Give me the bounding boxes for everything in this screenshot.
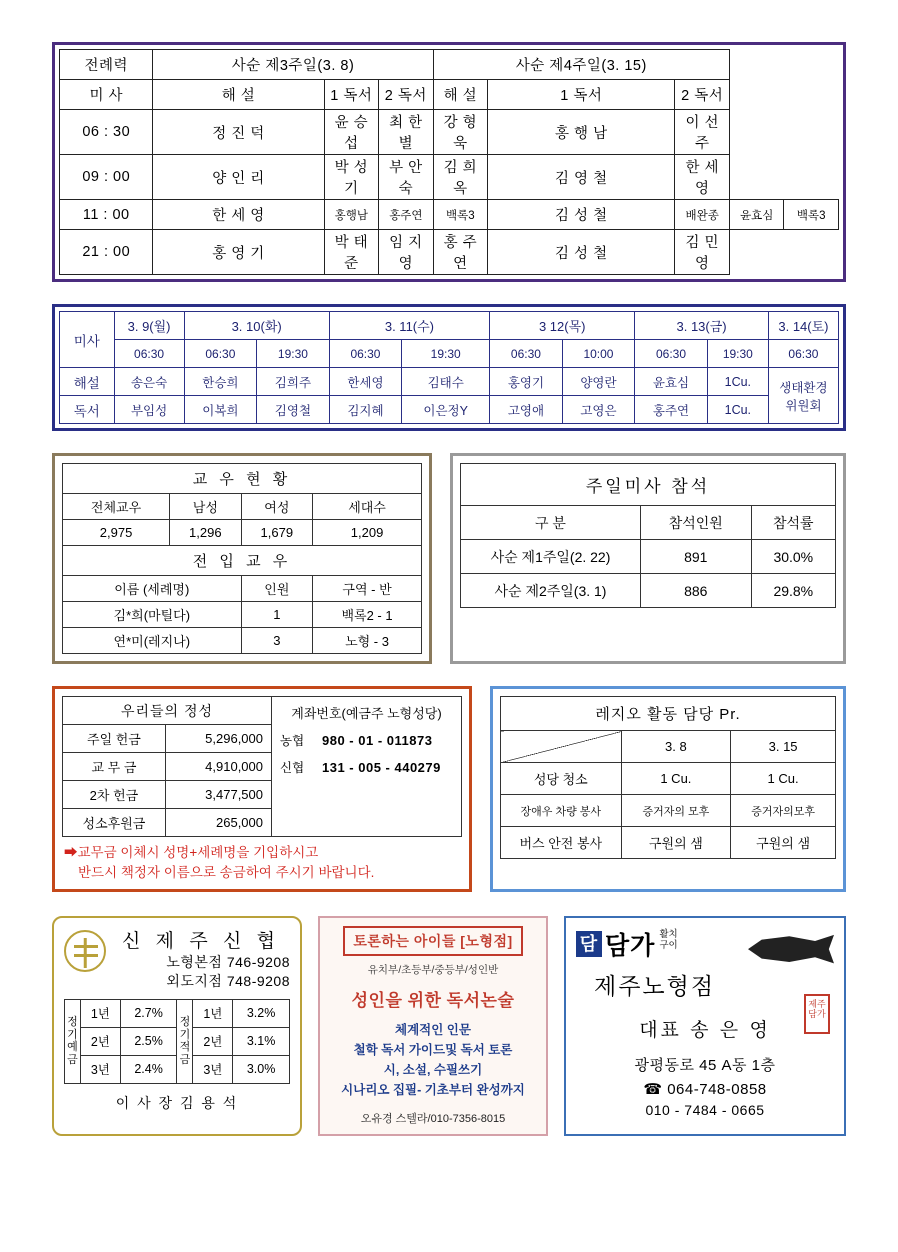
table-row (501, 827, 836, 859)
column-header: 구 분 (461, 506, 641, 540)
account-number: 980 - 01 - 011873 (322, 732, 433, 748)
cell: 한승희 (184, 368, 257, 396)
col-reading2-1: 2 독서 (379, 80, 434, 110)
damga-telephone: ☎ 064-748-0858 (643, 1081, 767, 1099)
col-haeseol-1: 해 설 (153, 80, 324, 110)
cell: 1Cu. (707, 368, 768, 396)
table-row (461, 506, 836, 540)
day-header: 3. 14(토) (768, 312, 838, 340)
mass-time: 06:30 (329, 340, 402, 368)
cell: 891 (641, 540, 752, 574)
table-row (63, 602, 422, 628)
reading-academy-banner: 토론하는 아이들 [노형점] (343, 926, 522, 956)
diagonal-header-cell (501, 731, 622, 763)
mass-time: 06:30 (114, 340, 184, 368)
saturday-note-line2: 위원회 (785, 398, 822, 413)
credit-union-chairman: 이 사 장 김 용 석 (115, 1094, 239, 1111)
cell: 1Cu. (707, 396, 768, 424)
cell: 886 (641, 574, 752, 608)
cell: 3년 (81, 1055, 121, 1083)
col-reading1-2: 1 독서 (488, 80, 675, 110)
legio-title: 레지오 활동 담당 Pr. (501, 697, 836, 731)
legio-box (490, 686, 846, 892)
table-row (501, 795, 836, 827)
cell: 김희주 (257, 368, 330, 396)
saturday-note-line1: 생태환경 (779, 380, 828, 395)
cell: 3년 (193, 1055, 233, 1083)
reading-academy-contact: 오유경 스텔라/010-7356-8015 (360, 1113, 506, 1126)
cell: 김지혜 (329, 396, 402, 424)
damga-representative: 대표 송 은 영 (639, 1020, 771, 1042)
table-row (63, 576, 422, 602)
day-header: 3. 9(월) (114, 312, 184, 340)
cell: 양영란 (562, 368, 635, 396)
cell: 1 Cu. (621, 763, 731, 795)
savings-label: 정 기 적 금 (177, 999, 193, 1083)
mass-time: 19:30 (707, 340, 768, 368)
bank-name: 신협 (280, 761, 305, 775)
damga-brand-text: 담가 (605, 932, 656, 961)
cell: 성소후원금 (63, 809, 166, 837)
cell: 주일 헌금 (63, 725, 166, 753)
table-row (63, 809, 272, 837)
credit-union-title: 신 제 주 신 협 (122, 931, 280, 953)
table-row (60, 80, 839, 110)
damga-header (576, 926, 834, 966)
week2-header: 사순 제4주일(3. 15) (433, 50, 729, 80)
table-row (461, 574, 836, 608)
column-header: 인원 (241, 576, 313, 602)
mass-time: 21 : 00 (60, 230, 153, 275)
table-row (63, 781, 272, 809)
cell: 김 희 옥 (433, 155, 488, 200)
cell: 강 형 욱 (433, 110, 488, 155)
offering-content (62, 696, 462, 837)
brand-sub-line-2: 구이 (659, 940, 678, 952)
account-title: 계좌번호(예금주 노형성당) (291, 706, 442, 721)
day-header: 3. 11(수) (329, 312, 489, 340)
cell: 2.5% (120, 1027, 177, 1055)
day-header: 3. 13(금) (635, 312, 769, 340)
damga-mark-icon: 담 (576, 931, 602, 957)
table-row (65, 999, 290, 1027)
cell: 5,296,000 (165, 725, 271, 753)
body-line-2: 철학 독서 가이드및 독서 토론 (353, 1043, 513, 1058)
table-row (63, 494, 422, 520)
table-row (501, 731, 836, 763)
day-header: 3. 10(화) (184, 312, 329, 340)
fish-icon (748, 932, 834, 966)
body-line-3: 시, 소설, 수필쓰기 (383, 1063, 483, 1078)
cell: 30.0% (751, 540, 835, 574)
interest-rate-table (64, 999, 290, 1084)
column-header: 구역 - 반 (313, 576, 422, 602)
transfer-title: 전 입 교 우 (63, 546, 422, 576)
cell: 4,910,000 (165, 753, 271, 781)
cell: 증거자의 모후 (621, 795, 731, 827)
table-row (461, 464, 836, 506)
cell: 노형 - 3 (313, 628, 422, 654)
row-header: 장애우 차량 봉사 (501, 795, 622, 827)
col-haeseol-2: 해 설 (433, 80, 488, 110)
cell: 정 진 덕 (153, 110, 324, 155)
cell: 3,477,500 (165, 781, 271, 809)
table-row (60, 340, 839, 368)
cell: 이은정Y (402, 396, 490, 424)
table-row (63, 697, 272, 725)
cell: 1 Cu. (731, 763, 836, 795)
cell: 윤효심 (729, 200, 784, 230)
account-row (280, 758, 453, 776)
cell: 홍주연 (635, 396, 708, 424)
sunday-schedule-table (59, 49, 839, 275)
bank-name: 농협 (280, 734, 305, 748)
cell: 윤효심 (635, 368, 708, 396)
cell: 29.8% (751, 574, 835, 608)
cell: 1년 (81, 999, 121, 1027)
cell: 1,209 (313, 520, 422, 546)
table-row (63, 628, 422, 654)
column-header: 참석률 (751, 506, 835, 540)
offering-notice (62, 843, 462, 882)
cell: 박 태 준 (324, 230, 379, 275)
reading-academy-sub: 유치부/초등부/중등부/성인반 (367, 964, 499, 977)
body-line-1: 체계적인 인문 (395, 1023, 471, 1038)
credit-union-logo-icon (64, 930, 106, 972)
brand-sub-line-1: 활치 (659, 929, 678, 941)
ad-reading-academy[interactable] (318, 916, 548, 1136)
row-header: 버스 안전 봉사 (501, 827, 622, 859)
column-header: 참석인원 (641, 506, 752, 540)
cell: 2,975 (63, 520, 170, 546)
status-attendance-row (52, 453, 846, 664)
sunday-schedule-box (52, 42, 846, 282)
mass-time: 06:30 (768, 340, 838, 368)
haeseol-label: 해설 (60, 368, 115, 396)
cell: 1,296 (170, 520, 242, 546)
column-header: 남성 (170, 494, 242, 520)
cell: 사순 제2주일(3. 1) (461, 574, 641, 608)
notice-line-1: ➡교무금 이체시 성명+세례명을 기입하시고 (64, 845, 319, 860)
cell: 교 무 금 (63, 753, 166, 781)
credit-union-header (64, 926, 290, 991)
mass-time: 19:30 (257, 340, 330, 368)
cell: 2.7% (120, 999, 177, 1027)
attendance-title: 주일미사 참석 (461, 464, 836, 506)
offering-title: 우리들의 정성 (63, 697, 272, 725)
cell: 백록3 (784, 200, 839, 230)
table-row (63, 725, 272, 753)
table-row (60, 50, 839, 80)
attendance-box (450, 453, 846, 664)
advertisement-row (52, 916, 846, 1136)
cell: 백록3 (433, 200, 488, 230)
table-row (60, 230, 839, 275)
column-header: 3. 15 (731, 731, 836, 763)
cell: 임 지 영 (379, 230, 434, 275)
cell: 고영애 (490, 396, 563, 424)
cell: 3 (241, 628, 313, 654)
ad-damga[interactable] (564, 916, 846, 1136)
mass-time: 19:30 (402, 340, 490, 368)
cell: 최 한 별 (379, 110, 434, 155)
parish-status-table (62, 463, 422, 654)
table-row (60, 155, 839, 200)
cell: 송은숙 (114, 368, 184, 396)
column-header: 3. 8 (621, 731, 731, 763)
cell: 구원의 샘 (731, 827, 836, 859)
table-row (501, 697, 836, 731)
reading-academy-body (326, 1020, 540, 1100)
cell: 구원의 샘 (621, 827, 731, 859)
attendance-table (460, 463, 836, 608)
cell: 이복희 (184, 396, 257, 424)
mass-time: 10:00 (562, 340, 635, 368)
week1-header: 사순 제3주일(3. 8) (153, 50, 433, 80)
account-panel (272, 696, 462, 837)
cell: 김태수 (402, 368, 490, 396)
cell: 한세영 (329, 368, 402, 396)
table-row (60, 368, 839, 396)
credit-union-branch-2: 외도지점 748-9208 (166, 973, 290, 990)
cell: 사순 제1주일(2. 22) (461, 540, 641, 574)
cell: 김*희(마틸다) (63, 602, 242, 628)
notice-line-2: 반드시 책정자 이름으로 송금하여 주시기 바랍니다. (78, 864, 375, 880)
cell: 증거자의모후 (731, 795, 836, 827)
cell: 2년 (193, 1027, 233, 1055)
cell: 2년 (81, 1027, 121, 1055)
cell: 배완종 (675, 200, 730, 230)
cell: 3.1% (233, 1027, 290, 1055)
credit-union-branch-1: 노형본점 746-9208 (166, 954, 290, 971)
cell: 홍영기 (490, 368, 563, 396)
offering-table (62, 696, 272, 837)
cell: 2차 헌금 (63, 781, 166, 809)
column-header: 전체교우 (63, 494, 170, 520)
reading-academy-headline: 성인을 위한 독서논술 (351, 991, 515, 1011)
account-number: 131 - 005 - 440279 (322, 759, 441, 775)
cell: 박 성 기 (324, 155, 379, 200)
cell: 김 영 철 (488, 155, 675, 200)
cell: 홍 행 남 (488, 110, 675, 155)
cell: 홍 영 기 (153, 230, 324, 275)
row-header: 성당 청소 (501, 763, 622, 795)
table-row (63, 753, 272, 781)
mass-time: 11 : 00 (60, 200, 153, 230)
table-row (461, 540, 836, 574)
cell: 3.2% (233, 999, 290, 1027)
table-row (60, 396, 839, 424)
cell: 김 민 영 (675, 230, 730, 275)
cell: 이 선 주 (675, 110, 730, 155)
offering-box (52, 686, 472, 892)
cell: 홍행남 (324, 200, 379, 230)
day-header: 3 12(목) (490, 312, 635, 340)
cell: 부 안 숙 (379, 155, 434, 200)
damga-brand (576, 926, 655, 962)
weekday-mass-label: 미사 (60, 312, 115, 368)
col-reading2-2: 2 독서 (675, 80, 730, 110)
ad-credit-union[interactable] (52, 916, 302, 1136)
liturgy-label: 전례력 (60, 50, 153, 80)
dokseo-label: 독서 (60, 396, 115, 424)
cell: 한 세 영 (675, 155, 730, 200)
saturday-note (768, 368, 838, 424)
parish-status-title: 교 우 현 황 (63, 464, 422, 494)
offering-legio-row (52, 686, 846, 892)
mass-label: 미 사 (60, 80, 153, 110)
table-row (63, 546, 422, 576)
table-row (501, 763, 836, 795)
cell: 김영철 (257, 396, 330, 424)
cell: 3.0% (233, 1055, 290, 1083)
mass-time: 06 : 30 (60, 110, 153, 155)
parish-status-box (52, 453, 432, 664)
table-row (63, 464, 422, 494)
cell: 265,000 (165, 809, 271, 837)
cell: 홍주연 (379, 200, 434, 230)
col-reading1-1: 1 독서 (324, 80, 379, 110)
mass-time: 06:30 (184, 340, 257, 368)
cell: 부임성 (114, 396, 184, 424)
mass-time: 06:30 (490, 340, 563, 368)
column-header: 이름 (세례명) (63, 576, 242, 602)
body-line-4: 시나리오 집필- 기초부터 완성까지 (341, 1083, 525, 1098)
table-row (60, 312, 839, 340)
seal-stamp-icon: 제주 담가 (804, 994, 830, 1034)
account-row (280, 731, 453, 749)
cell: 김 성 철 (488, 230, 675, 275)
table-row (63, 520, 422, 546)
damga-address: 광평동로 45 A동 1층 (634, 1057, 776, 1075)
damga-brand-sub (659, 930, 677, 952)
cell: 1,679 (241, 520, 313, 546)
cell: 김 성 철 (488, 200, 675, 230)
cell: 백록2 - 1 (313, 602, 422, 628)
column-header: 여성 (241, 494, 313, 520)
cell: 1 (241, 602, 313, 628)
cell: 연*미(레지나) (63, 628, 242, 654)
column-header: 세대수 (313, 494, 422, 520)
damga-store: 제주노형점 (594, 973, 716, 1000)
cell: 윤 승 섭 (324, 110, 379, 155)
mass-time: 06:30 (635, 340, 708, 368)
weekday-schedule-table (59, 311, 839, 424)
cell: 1년 (193, 999, 233, 1027)
cell: 한 세 영 (153, 200, 324, 230)
deposit-label: 정 기 예 금 (65, 999, 81, 1083)
mass-time: 09 : 00 (60, 155, 153, 200)
cell: 2.4% (120, 1055, 177, 1083)
weekday-schedule-box (52, 304, 846, 431)
table-row (60, 200, 839, 230)
damga-mobile: 010 - 7484 - 0665 (645, 1102, 765, 1119)
cell: 양 인 리 (153, 155, 324, 200)
legio-table (500, 696, 836, 859)
cell: 홍 주 연 (433, 230, 488, 275)
table-row (60, 110, 839, 155)
cell: 고영은 (562, 396, 635, 424)
